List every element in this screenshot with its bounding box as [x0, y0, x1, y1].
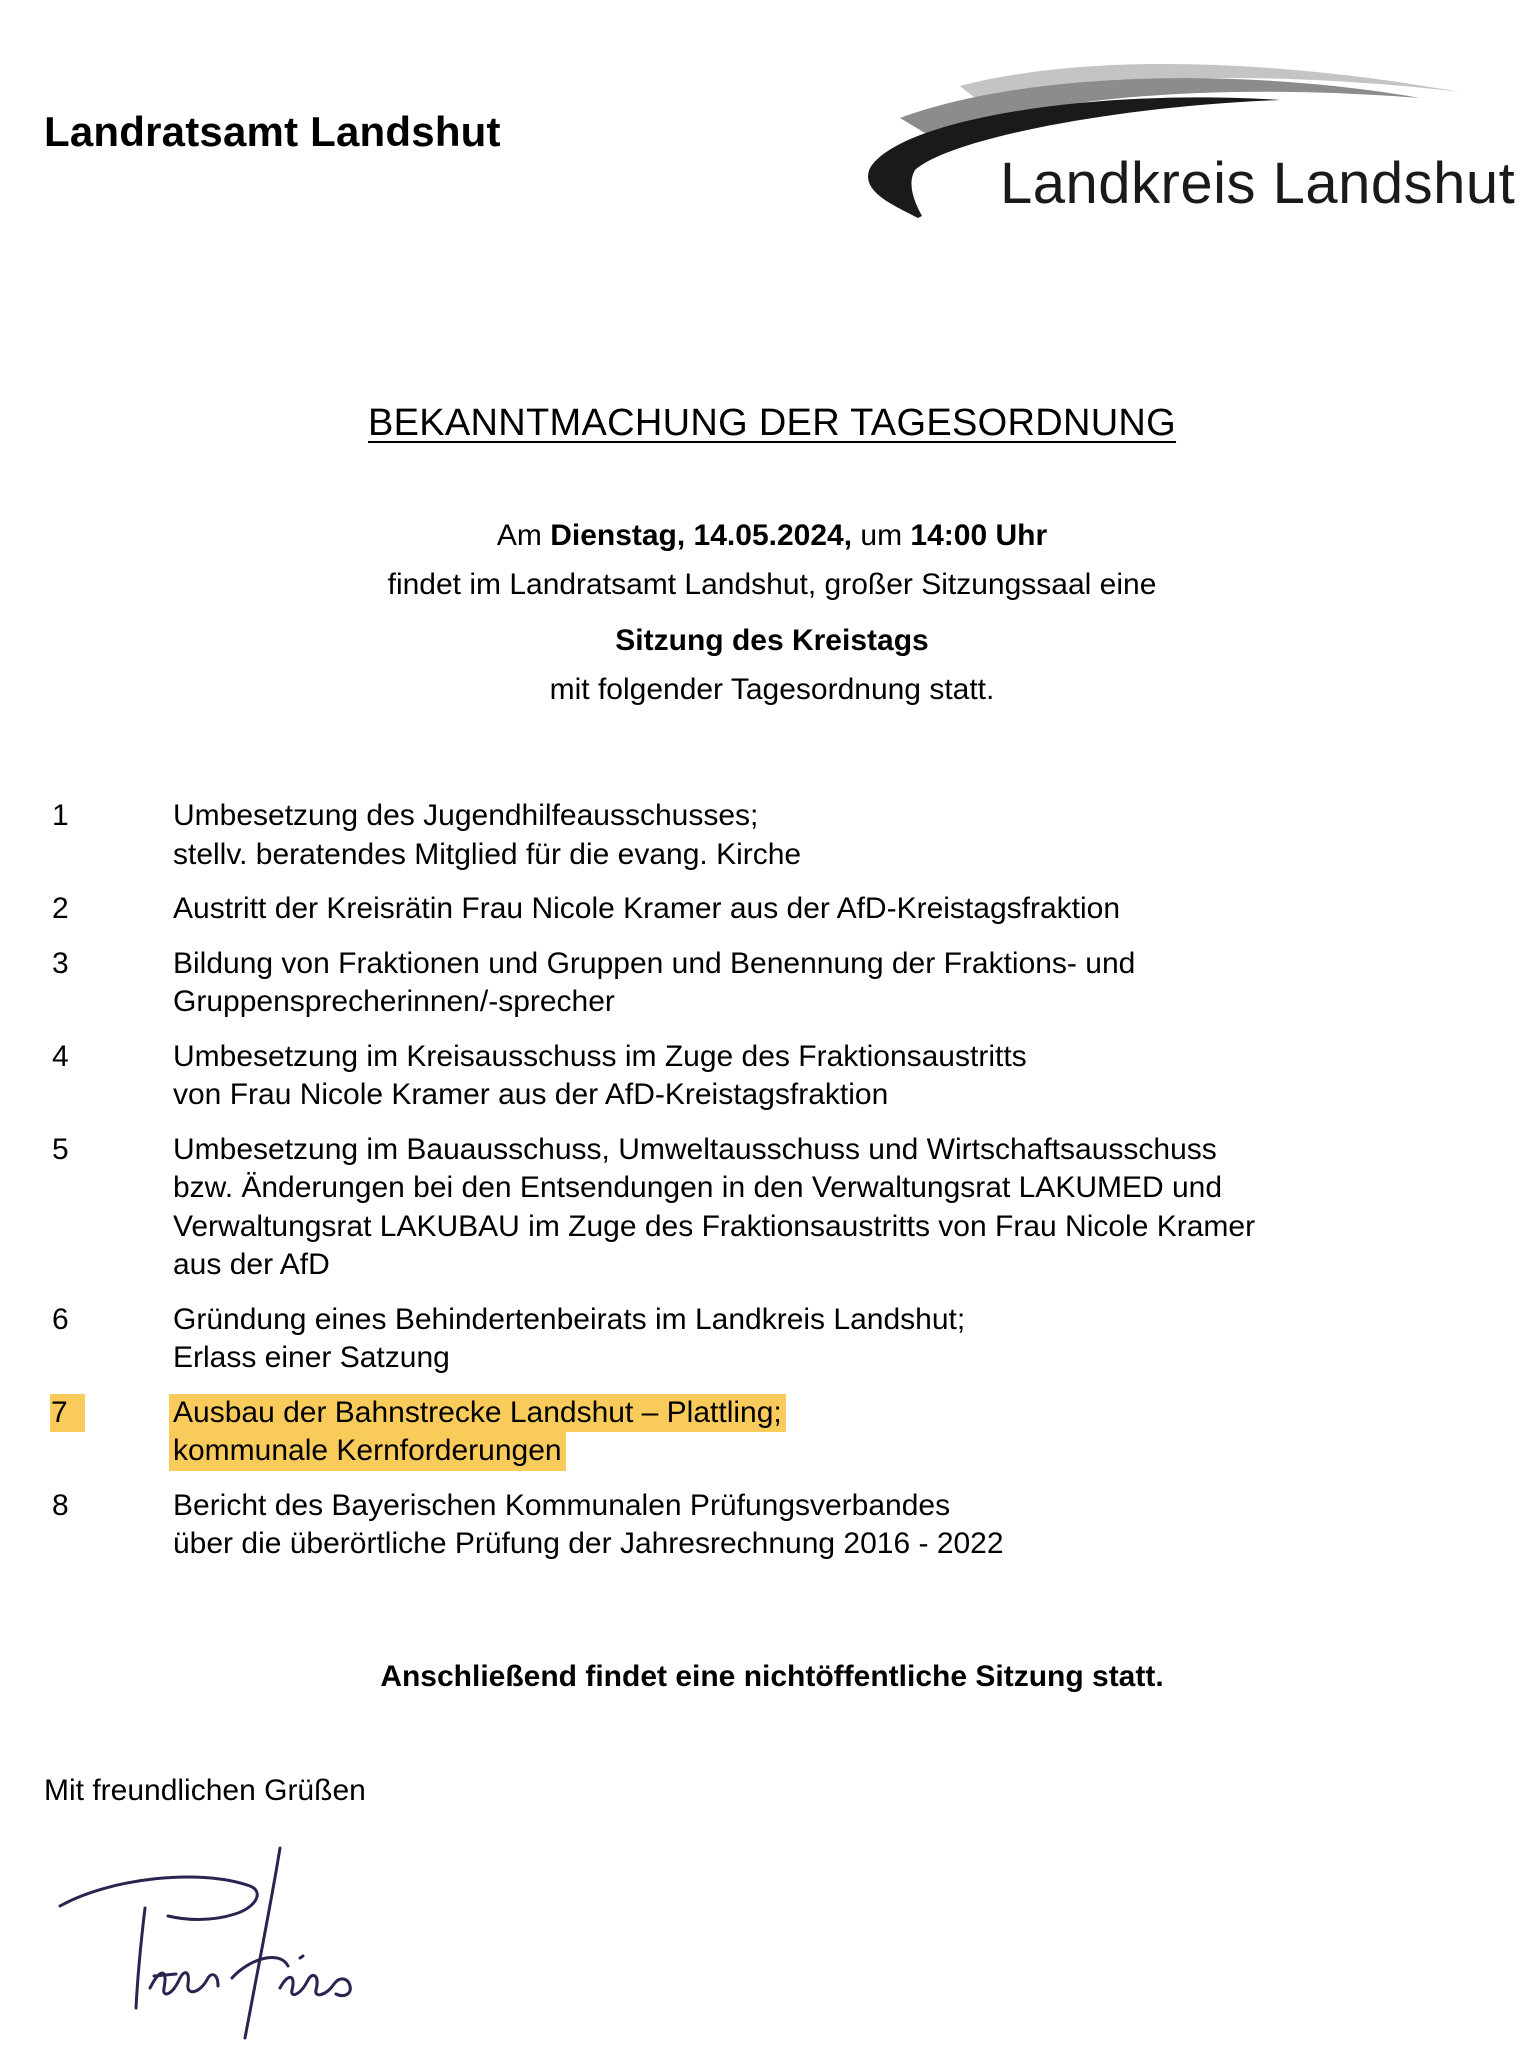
intro-prefix: Am — [496, 519, 551, 552]
agenda-item-text: Verwaltungsrat LAKUBAU im Zuge des Fraktionsaustritts von Frau Nicole Kramer — [173, 1209, 1256, 1243]
intro-date-line — [0, 518, 1524, 554]
agenda-item-text: von Frau Nicole Kramer aus der AfD-Kreistagsfraktion — [173, 1078, 889, 1111]
handwritten-signature-icon — [50, 1838, 370, 2058]
agenda-item-number: 5 — [52, 1132, 69, 1166]
intro-location-line: findet im Landratsamt Landshut, großer Sitzungssaal eine — [387, 568, 1157, 601]
agenda-item-number: 1 — [52, 799, 69, 832]
agenda-item-text: Ausbau der Bahnstrecke Landshut – Plattling; — [169, 1394, 786, 1433]
document-title — [0, 402, 1524, 445]
intro-agenda-line: mit folgender Tagesordnung statt. — [549, 673, 995, 706]
agenda-list — [52, 797, 1472, 1580]
agenda-item-number: 3 — [52, 946, 69, 980]
agenda-item-text: Umbesetzung im Bauausschuss, Umweltausschuss und Wirtschaftsausschuss — [173, 1132, 1217, 1166]
agenda-item-text: aus der AfD — [173, 1248, 330, 1281]
logo-text: Landkreis Landshut — [1000, 151, 1516, 216]
meeting-type: Sitzung des Kreistags — [615, 624, 929, 657]
agenda-item-number: 8 — [52, 1488, 69, 1522]
agenda-item-4 — [52, 1038, 1472, 1115]
meeting-date: Dienstag, 14.05.2024, — [550, 519, 853, 552]
office-name: Landratsamt Landshut — [44, 108, 501, 155]
agenda-item-text: Umbesetzung des Jugendhilfeausschusses; — [173, 799, 759, 832]
agenda-item-text: kommunale Kernforderungen — [169, 1432, 566, 1471]
meeting-time: 14:00 Uhr — [910, 519, 1048, 552]
agenda-item-text: Austritt der Kreisrätin Frau Nicole Kramer aus der AfD-Kreistagsfraktion — [173, 892, 1121, 925]
agenda-item-1 — [52, 797, 1472, 874]
closing-note: Anschließend findet eine nichtöffentliche Sitzung statt. — [380, 1660, 1164, 1693]
agenda-item-text: Bericht des Bayerischen Kommunalen Prüfungsverbandes — [173, 1488, 951, 1522]
agenda-item-3 — [52, 945, 1472, 1022]
agenda-item-text: bzw. Änderungen bei den Entsendungen in den Verwaltungsrat LAKUMED und — [173, 1171, 1223, 1204]
document-title-text: BEKANNTMACHUNG DER TAGESORDNUNG — [367, 402, 1177, 444]
agenda-item-2 — [52, 890, 1472, 929]
agenda-item-text: Umbesetzung im Kreisausschuss im Zuge des Fraktionsaustritts — [173, 1039, 1027, 1073]
agenda-item-text: Erlass einer Satzung — [173, 1341, 450, 1374]
agenda-item-text: Bildung von Fraktionen und Gruppen und Benennung der Fraktions- und — [173, 946, 1136, 980]
agenda-item-5 — [52, 1131, 1472, 1285]
landkreis-logo — [860, 58, 1516, 228]
agenda-item-7-highlighted — [52, 1394, 1472, 1471]
agenda-item-number: 4 — [52, 1039, 69, 1073]
agenda-item-text: stellv. beratendes Mitglied für die evang. Kirche — [173, 837, 802, 871]
agenda-item-6 — [52, 1301, 1472, 1378]
intro-middle: um — [852, 519, 911, 552]
agenda-item-text: Gründung eines Behindertenbeirats im Landkreis Landshut; — [173, 1302, 966, 1336]
agenda-item-number: 7 — [50, 1394, 85, 1433]
agenda-item-number: 2 — [52, 892, 69, 925]
agenda-item-text: über die überörtliche Prüfung der Jahresrechnung 2016 - 2022 — [173, 1527, 1004, 1560]
signature — [50, 1838, 370, 2058]
agenda-item-number: 6 — [52, 1302, 69, 1336]
agenda-item-text: Gruppensprecherinnen/-sprecher — [173, 985, 615, 1018]
greeting: Mit freundlichen Grüßen — [44, 1774, 366, 1807]
agenda-item-8 — [52, 1487, 1472, 1564]
